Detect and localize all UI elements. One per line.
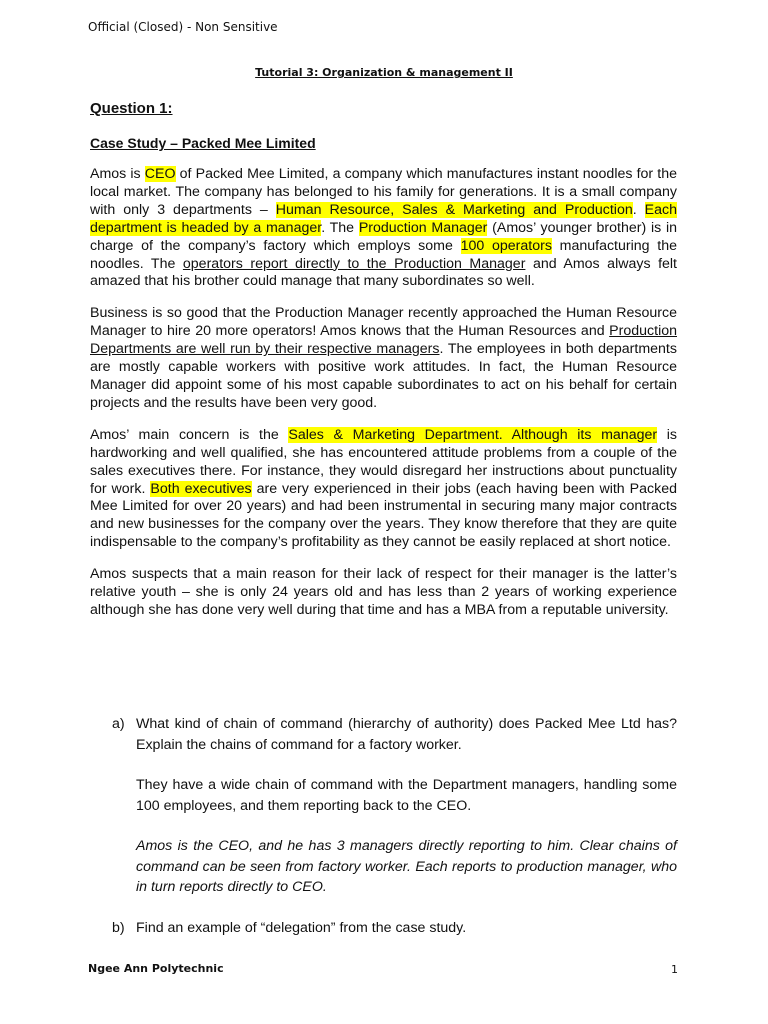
question-text: What kind of chain of command (hierarchy of authority) does Packed Mee Ltd has? Explain the chains of command for a factory worker.	[136, 716, 677, 753]
text-run: Amos’ main concern is the	[90, 426, 289, 443]
question-letter: b)	[112, 919, 125, 936]
question-item-a	[112, 714, 677, 755]
page-number: 1	[671, 963, 678, 976]
highlight-sales-marketing: Sales & Marketing Department. Although its manager	[288, 426, 658, 443]
question-item-b	[112, 918, 677, 939]
footer-institution: Ngee Ann Polytechnic	[88, 962, 224, 975]
text-run: . The	[321, 219, 359, 236]
question-text: Find an example of “delegation” from the case study.	[136, 919, 467, 936]
answer-a-2: Amos is the CEO, and he has 3 managers directly reporting to him. Clear chains of command can be seen from factory worker. Each reports to production manager, who in turn reports directly to CEO.	[136, 838, 677, 895]
text-run: .	[632, 201, 645, 218]
underline-operators-report: operators report directly to the Production Manager	[182, 255, 526, 272]
text-run: . The employees in both departments are mostly capable workers with positive work attitudes. In fact, the Human Resource Manager did appoint some of his most capable subordinates to act on his behalf for certain projects and the results have been very good.	[90, 341, 677, 411]
question-list	[112, 714, 677, 958]
paragraph-concern	[90, 427, 677, 552]
text-run: is hardworking and well qualified, she has encountered attitude problems from a couple of the sales executives there. For instance, they would disregard her instructions about punctuality for work.	[90, 426, 678, 497]
document-body	[90, 100, 677, 634]
case-study-title: Case Study – Packed Mee Limited	[90, 135, 316, 151]
highlight-departments: Human Resource, Sales & Marketing and Production	[275, 201, 633, 218]
text-run: and Amos always felt amazed that his brother could manage that many subordinates so well.	[90, 255, 677, 290]
document-classification: Official (Closed) - Non Sensitive	[88, 20, 278, 34]
tutorial-title: Tutorial 3: Organization & management II	[255, 66, 513, 79]
paragraph-business	[90, 305, 677, 412]
text-run: manufacturing the noodles. The	[90, 237, 677, 272]
highlight-production-manager: Production Manager	[358, 219, 488, 236]
text-run: of Packed Mee Limited, a company which manufactures instant noodles for the local market. The company has belonged to his family for generations. It is a small company with only 3 departments –	[90, 166, 677, 218]
paragraph-intro	[90, 166, 677, 291]
answer-a-1: They have a wide chain of command with the Department managers, handling some 100 employees, and them reporting back to the CEO.	[136, 777, 677, 814]
text-run: are very experienced in their jobs (each having been with Packed Mee Limited for over 20 years) and had been instrumental in securing many major contracts and new businesses for the company over the years. They know therefore that they are quite indispensable to the company’s profitability as they cannot be easily replaced at short notice.	[90, 480, 677, 551]
highlight-100-operators: 100 operators	[460, 237, 552, 254]
question-title: Question 1:	[90, 100, 173, 117]
text-run: (Amos’ younger brother) is in charge of the company’s factory which employs some	[90, 219, 677, 254]
highlight-headed-by-manager: Each department is headed by a manager	[90, 201, 678, 236]
text-run: Amos is	[90, 166, 145, 182]
underline-departments-well-run: Production Departments are well run by their respective managers	[90, 323, 677, 358]
highlight-ceo: CEO	[144, 166, 176, 182]
paragraph-suspicion: Amos suspects that a main reason for their lack of respect for their manager is the latter’s relative youth – she is only 24 years old and has less than 2 years of working experience although she has done very well during that time and has a MBA from a reputable university.	[90, 566, 677, 618]
highlight-both-executives: Both executives	[150, 480, 252, 497]
question-letter: a)	[112, 716, 125, 732]
text-run: Business is so good that the Production Manager recently approached the Human Resource Manager to hire 20 more operators! Amos knows that the Human Resources and	[90, 305, 677, 340]
